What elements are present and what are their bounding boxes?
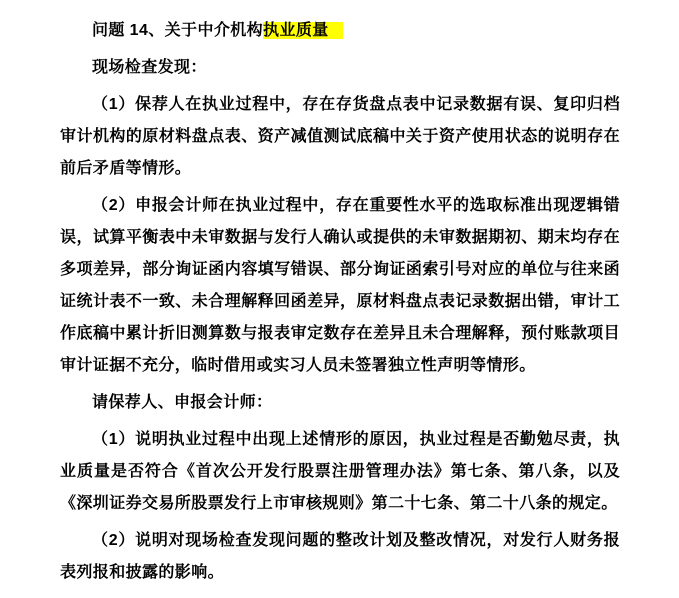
paragraph-finding-2: （2）申报会计师在执业过程中，存在重要性水平的选取标准出现逻辑错误，试算平衡表中未审数据与发行人确认或提供的未审数据期初、期末均存在多项差异，部分询证函内容填写错误、部分询证函索引号对应的单位与往来函证统计表不一致、未合理解释回函差异，原材料盘点表记录数据出错，审计工作底稿中累计折旧测算数与报表审定数存在差异且未合理解释，预付账款项目审计证据不充分，临时借用或实习人员未签署独立性声明等情形。 [60,197,620,374]
paragraph-request-2: （2）说明对现场检查发现问题的整改计划及整改情况，对发行人财务报表列报和披露的影响。 [60,532,620,581]
heading-highlighted-text: 执业质量 [263,22,343,39]
question-heading [60,15,620,47]
paragraph-inspection-intro: 现场检查发现： [92,59,207,76]
paragraph-request-1: （1）说明执业过程中出现上述情形的原因，执业过程是否勤勉尽责，执业质量是否符合《首次公开发行股票注册管理办法》第七条、第八条，以及《深圳证券交易所股票发行上市审核规则》第二十七条、第二十八条的规定。 [60,431,620,512]
heading-text: 问题 14、关于中介机构 [92,22,264,39]
paragraph-request-intro: 请保荐人、申报会计师： [92,394,273,411]
paragraph-finding-1: （1）保荐人在执业过程中，存在存货盘点表中记录数据有误、复印归档审计机构的原材料盘点表、资产减值测试底稿中关于资产使用状态的说明存在前后矛盾等情形。 [60,96,620,177]
